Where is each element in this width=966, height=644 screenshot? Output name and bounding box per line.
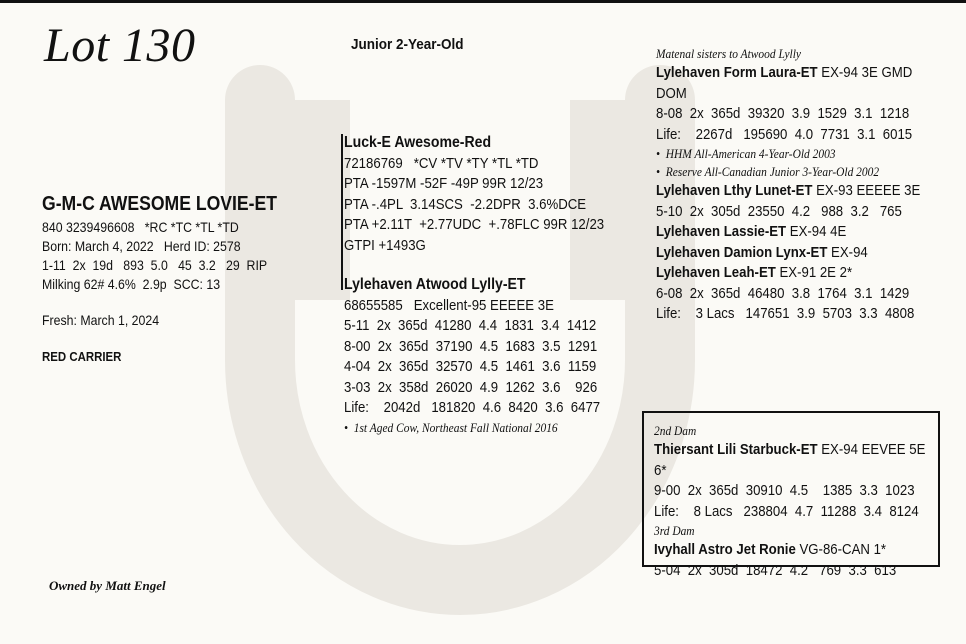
lot-number: Lot 130: [44, 19, 196, 72]
second-dam-name: Thiersant Lili Starbuck-ET: [654, 441, 818, 458]
second-dam-label: 2nd Dam: [654, 423, 697, 438]
second-dam-score: EX-94 EEVEE 5E 6*: [654, 441, 926, 479]
sister-note-text: HHM All-American 4-Year-Old 2003: [665, 146, 836, 161]
sisters-heading: Matenal sisters to Atwood Lylly: [656, 46, 801, 61]
second-dam-record-line: Life: 8 Lacs 238804 4.7 11288 3.4 8124: [654, 502, 919, 520]
sister-note: • HHM All-American 4-Year-Old 2003: [656, 146, 836, 161]
third-dam-name: Ivyhall Astro Jet Ronie: [654, 541, 796, 558]
sister-record-line: 6-08 2x 365d 46480 3.8 1764 3.1 1429: [656, 284, 910, 302]
sister-record-line: 8-08 2x 365d 39320 3.9 1529 3.1 1218: [656, 105, 910, 122]
sister-score: EX-94 3E GMD DOM: [656, 64, 913, 102]
sister-record-line: 5-10 2x 305d 23550 4.2 988 3.2 765: [656, 202, 902, 220]
animal-class: Junior 2-Year-Old: [351, 36, 464, 53]
dam-note-text: 1st Aged Cow, Northeast Fall National 2016: [353, 419, 558, 435]
sister-score: EX-93 EEEEE 3E: [812, 182, 921, 199]
dam-lineage-block: [654, 422, 929, 581]
sister-name: Lylehaven Leah-ET: [656, 264, 776, 281]
sister-score: EX-91 2E 2*: [775, 264, 853, 281]
animal-detail-line: 1-11 2x 19d 893 5.0 45 3.2 29 RIP: [42, 257, 268, 273]
sister-score: EX-94: [827, 243, 868, 261]
dam-records: [344, 296, 600, 419]
sire-block: [344, 133, 604, 256]
top-rule: [0, 0, 966, 3]
dam-record-line: 4-04 2x 365d 32570 4.5 1461 3.6 1159: [344, 358, 597, 375]
sisters-block: [656, 44, 929, 325]
sister-name: Lylehaven Damion Lynx-ET: [656, 243, 828, 261]
sister-note-text: Reserve All-Canadian Junior 3-Year-Old 2002: [665, 164, 880, 179]
fresh-date: Fresh: March 1, 2024: [42, 312, 160, 328]
third-dam-label: 3rd Dam: [654, 523, 695, 538]
sister-record-line: Life: 3 Lacs 147651 3.9 5703 3.3 4808: [656, 305, 915, 322]
dam-block: [344, 275, 600, 436]
sister-name: Lylehaven Lassie-ET: [656, 223, 787, 240]
sire-detail-line: 72186769 *CV *TV *TY *TL *TD: [344, 154, 539, 172]
sire-divider: [341, 134, 343, 290]
sister-score: EX-94 4E: [786, 223, 847, 240]
animal-details: [42, 218, 277, 294]
dam-name: Lylehaven Atwood Lylly-ET: [344, 276, 526, 293]
sire-details: [344, 154, 604, 257]
animal-name: G-M-C AWESOME LOVIE-ET: [42, 193, 277, 215]
third-dam-record-line: 5-04 2x 305d 18472 4.2 769 3.3 613: [654, 561, 897, 579]
sire-detail-line: PTA -.4PL 3.14SCS -2.2DPR 3.6%DCE: [344, 195, 587, 213]
sister-name: Lylehaven Lthy Lunet-ET: [656, 182, 813, 199]
dam-record-line: 3-03 2x 358d 26020 4.9 1262 3.6 926: [344, 378, 598, 396]
sire-detail-line: GTPI +1493G: [344, 236, 426, 254]
sister-name: Lylehaven Form Laura-ET: [656, 64, 818, 81]
sire-detail-line: PTA -1597M -52F -49P 99R 12/23: [344, 175, 544, 192]
dam-record-line: Life: 2042d 181820 4.6 8420 3.6 6477: [344, 399, 601, 416]
red-carrier: RED CARRIER: [42, 349, 122, 364]
owner: Owned by Matt Engel: [49, 578, 166, 593]
sister-note: • Reserve All-Canadian Junior 3-Year-Old 2002: [656, 164, 880, 179]
dam-record-line: 8-00 2x 365d 37190 4.5 1683 3.5 1291: [344, 337, 598, 355]
animal-detail-line: Born: March 4, 2022 Herd ID: 2578: [42, 238, 241, 254]
animal-block: [42, 192, 277, 364]
dam-record-line: 68655585 Excellent-95 EEEEE 3E: [344, 296, 554, 314]
dam-record-line: 5-11 2x 365d 41280 4.4 1831 3.4 1412: [344, 317, 597, 334]
animal-detail-line: 840 3239496608 *RC *TC *TL *TD: [42, 219, 239, 235]
sire-name: Luck-E Awesome-Red: [344, 134, 492, 151]
sire-detail-line: PTA +2.11T +2.77UDC +.78FLC 99R 12/23: [344, 216, 605, 233]
third-dam-score: VG-86-CAN 1*: [795, 541, 887, 558]
dam-note: • 1st Aged Cow, Northeast Fall National 2016: [344, 419, 558, 435]
animal-detail-line: Milking 62# 4.6% 2.9p SCC: 13: [42, 276, 221, 292]
second-dam-record-line: 9-00 2x 365d 30910 4.5 1385 3.3 1023: [654, 482, 915, 499]
sister-record-line: Life: 2267d 195690 4.0 7731 3.1 6015: [656, 125, 913, 143]
